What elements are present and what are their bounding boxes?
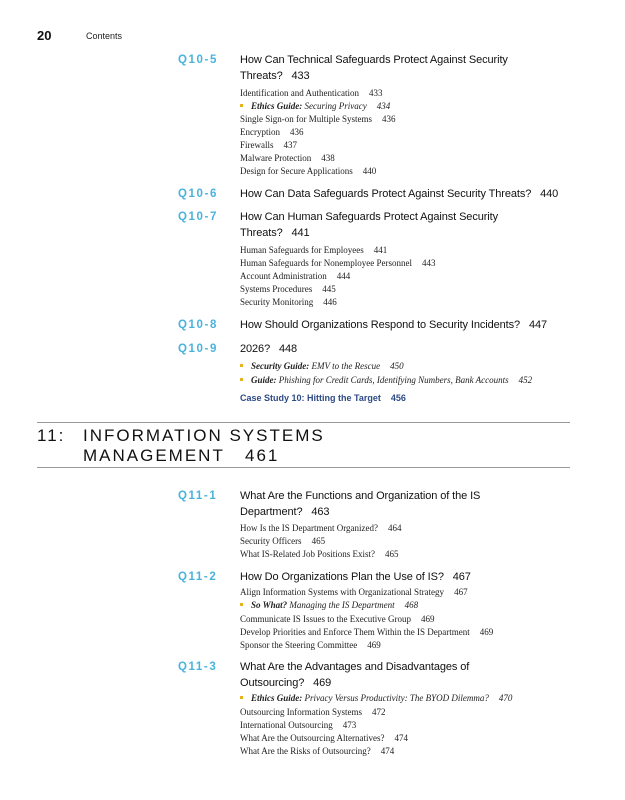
toc-entry: Account Administration 444 [240,271,351,281]
running-head: Contents [86,31,123,41]
chapter-title-line2: MANAGEMENT 461 [83,446,280,465]
toc-entry: Encryption 436 [240,127,304,137]
q11-3-page: 469 [313,677,332,689]
so-what-guide-entry: So What? Managing the IS Department 468 [240,600,418,610]
q11-3-title: What Are the Advantages and Disadvantages of Outsourcing? 469 [240,661,470,689]
q10-6-page: 440 [540,188,559,200]
q10-6-code: Q10-6 [178,188,218,200]
q10-8-title: How Should Organizations Respond to Security Incidents? 447 [240,319,547,331]
toc-entry: International Outsourcing 473 [240,720,357,730]
toc-entry: Firewalls 437 [240,140,297,150]
q10-5-title [240,52,508,84]
toc-entry: Align Information Systems with Organizational Strategy 467 [240,587,468,597]
toc-entry: Malware Protection 438 [240,153,335,163]
q10-6-title: How Can Data Safeguards Protect Against Security Threats? 440 [240,188,559,200]
q10-7-code: Q10-7 [178,211,218,223]
toc-entry: What IS-Related Job Positions Exist? 465 [240,549,399,559]
q11-2-title: How Do Organizations Plan the Use of IS? 467 [240,571,471,583]
toc-entry: Human Safeguards for Nonemployee Personnel 443 [240,258,436,268]
toc-entry: Security Officers 465 [240,536,326,546]
toc-entry: How Is the IS Department Organized? 464 [240,523,402,533]
q10-8-code: Q10-8 [178,319,218,331]
toc-entry: Outsourcing Information Systems 472 [240,707,386,717]
q10-5-title-line1: How Can Technical Safeguards Protect Against Security [240,54,508,66]
q10-5-code: Q10-5 [178,54,218,66]
q11-2-page: 467 [452,571,471,583]
toc-entry: Systems Procedures 445 [240,284,336,294]
toc-entry: What Are the Risks of Outsourcing? 474 [240,746,395,756]
q11-1-code: Q11-1 [178,490,218,502]
toc-entry: Single Sign-on for Multiple Systems 436 [240,114,396,124]
q10-9-page: 448 [278,343,298,355]
q10-7-page: 441 [291,227,310,239]
page-number: 20 [37,28,52,43]
chapter-top-rule [37,422,570,423]
chapter-title-line1: INFORMATION SYSTEMS [83,426,325,445]
q10-9-code: Q10-9 [178,343,218,355]
toc-entry: Design for Secure Applications 440 [240,166,377,176]
case-study-10[interactable]: Case Study 10: Hitting the Target 456 [240,393,406,403]
ethics-guide-entry: Ethics Guide: Securing Privacy 434 [240,101,390,111]
toc-entry: What Are the Outsourcing Alternatives? 474 [240,733,408,743]
q11-1-title: What Are the Functions and Organization of the IS Department? 463 [240,490,481,518]
toc-entry: Communicate IS Issues to the Executive Group 469 [240,614,435,624]
bullet-icon [240,378,243,381]
toc-entry: Identification and Authentication 433 [240,88,383,98]
chapter-bottom-rule [37,467,570,468]
q10-5-title-line2: Threats? [240,70,283,82]
toc-entry: Human Safeguards for Employees 441 [240,245,388,255]
toc-entry: Sponsor the Steering Committee 469 [240,640,381,650]
toc-entry: Develop Priorities and Enforce Them Within the IS Department 469 [240,627,494,637]
q11-2-code: Q11-2 [178,571,218,583]
chapter-page: 461 [245,446,280,465]
q10-5-page: 433 [291,70,310,82]
security-guide-entry: Security Guide: EMV to the Rescue 450 [240,361,404,371]
chapter-number: 11: [37,426,66,445]
q11-3-code: Q11-3 [178,661,218,673]
toc-entry: Security Monitoring 446 [240,297,337,307]
bullet-icon [240,603,243,606]
bullet-icon [240,364,243,367]
guide-entry: Guide: Phishing for Credit Cards, Identifying Numbers, Bank Accounts 452 [240,375,532,385]
q10-8-page: 447 [528,319,547,331]
q10-7-title: How Can Human Safeguards Protect Against Security Threats? 441 [240,211,499,239]
bullet-icon [240,696,243,699]
bullet-icon [240,104,243,107]
q10-9-title: 2026? 448 [240,343,298,355]
ethics-guide-entry: Ethics Guide: Privacy Versus Productivity: The BYOD Dilemma? 470 [240,693,512,703]
q11-1-page: 463 [311,506,330,518]
